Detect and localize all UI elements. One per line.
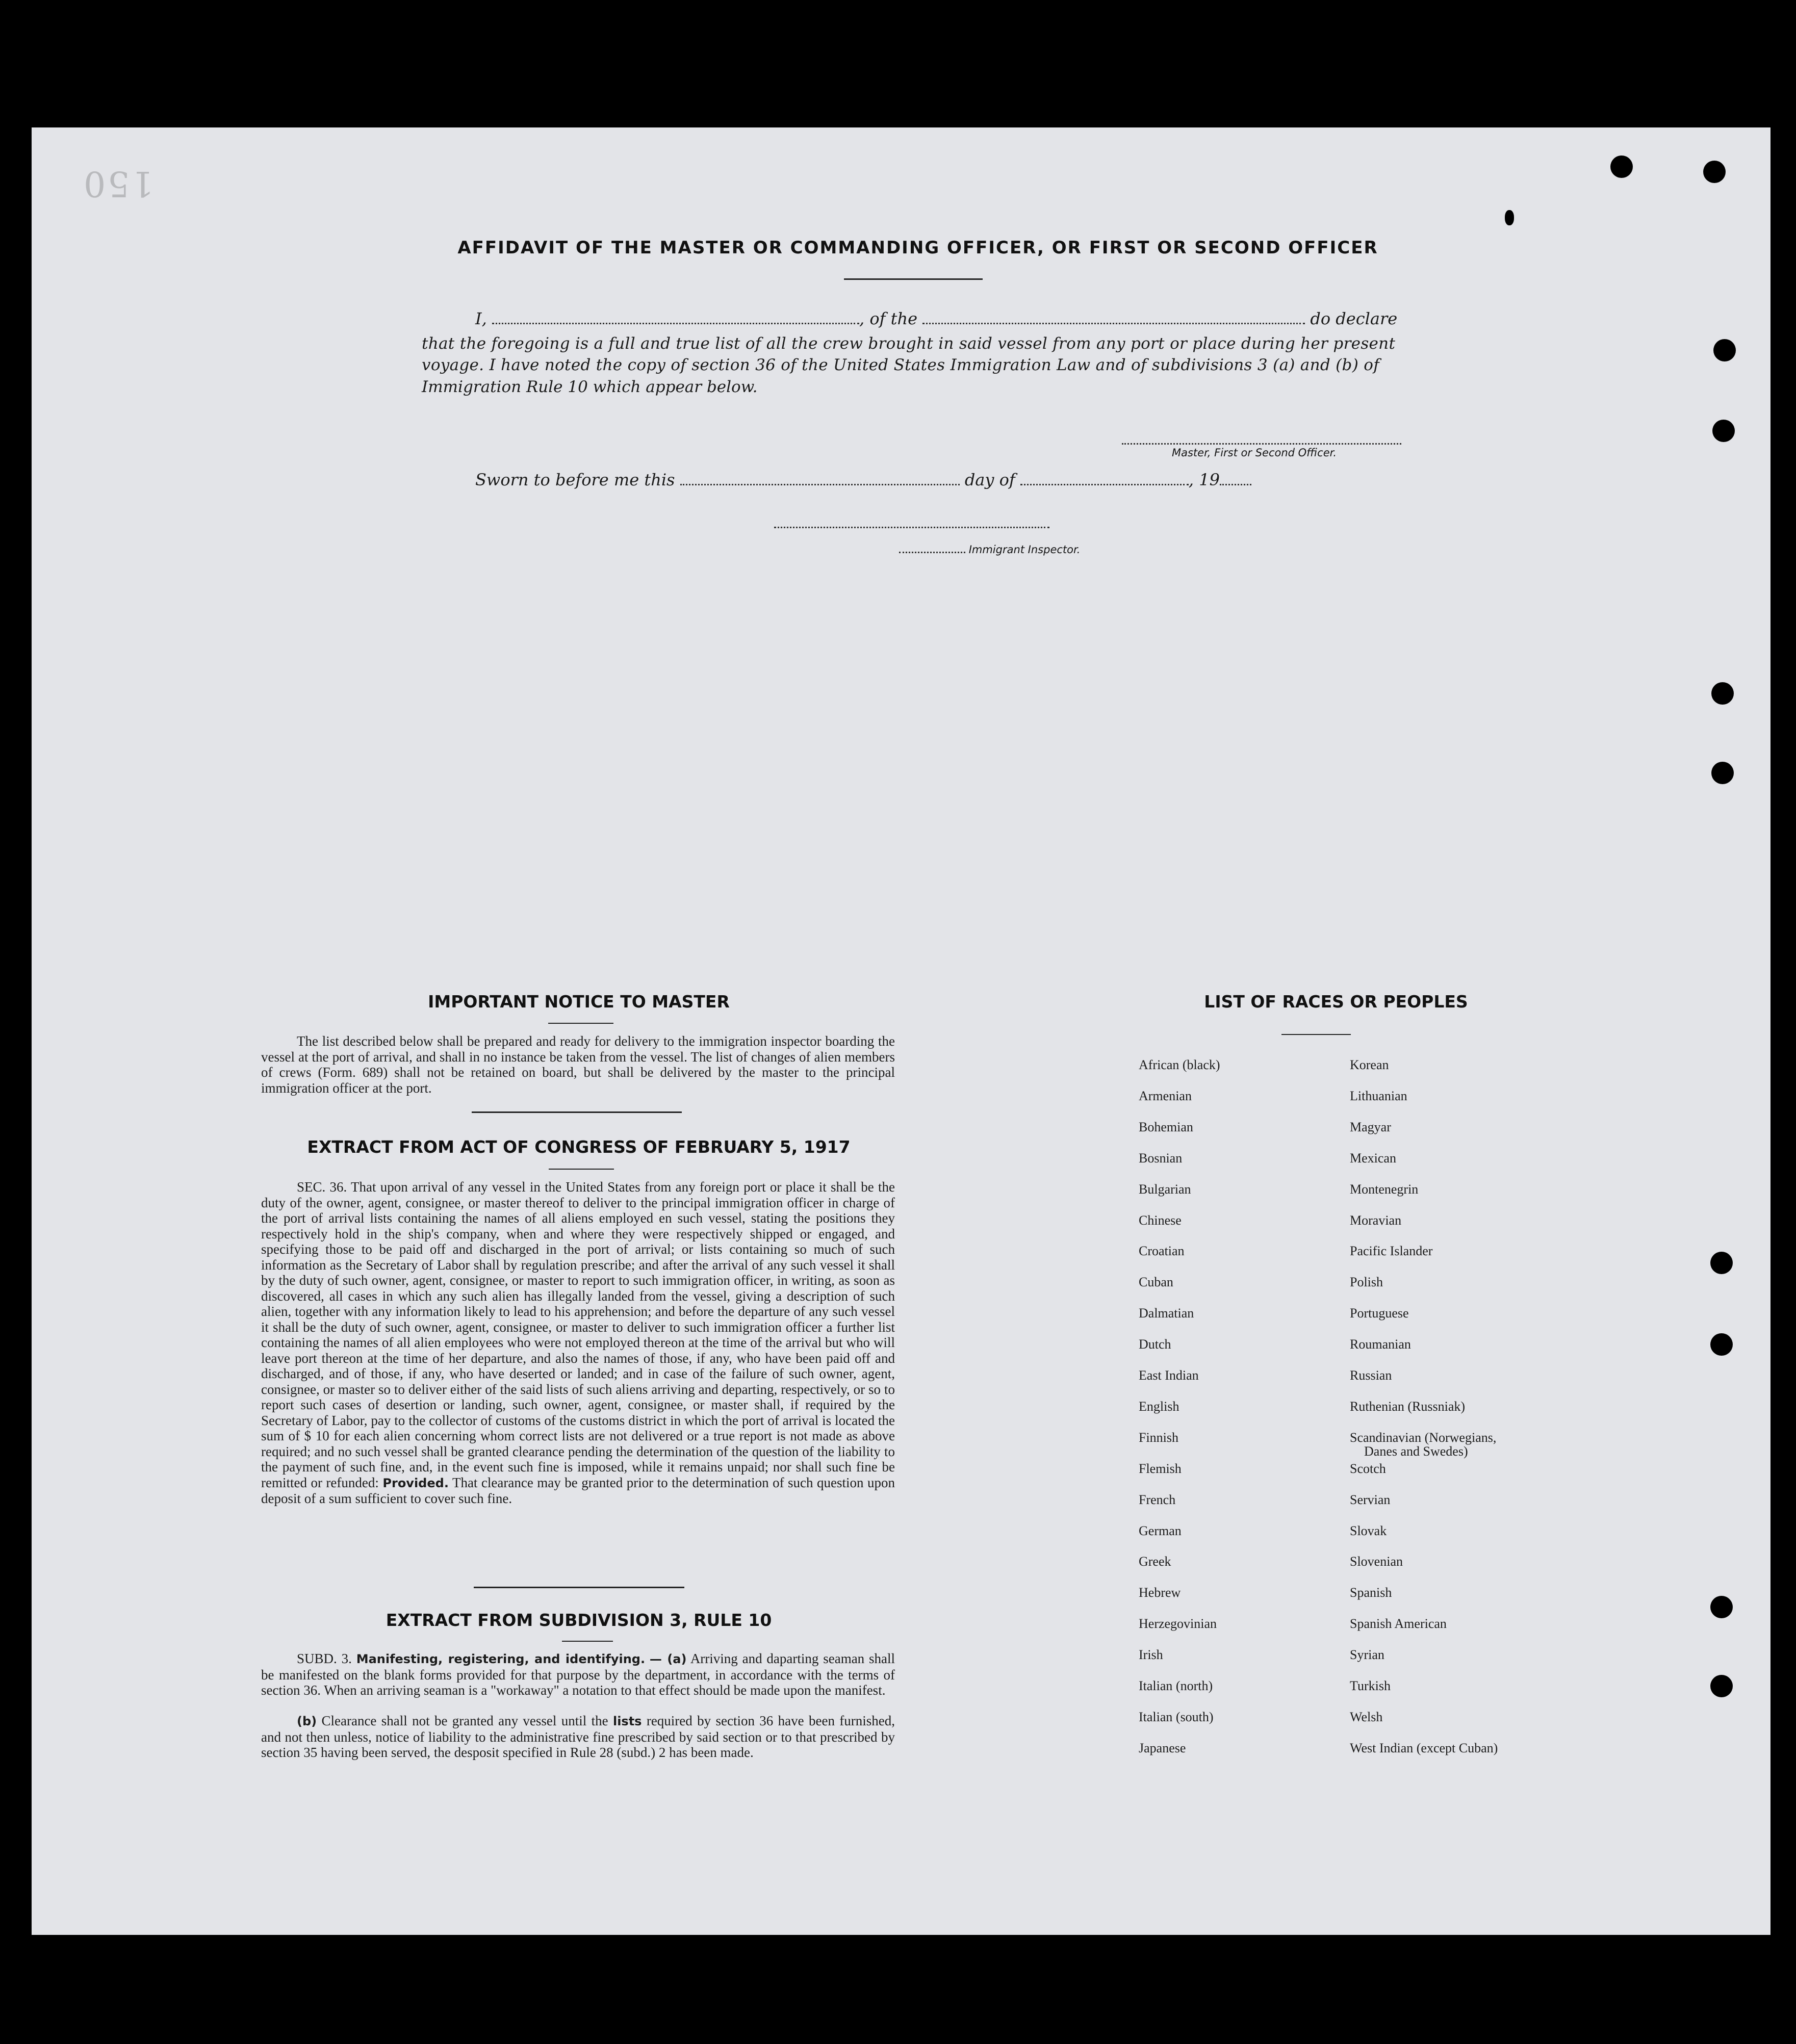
- b-text-2: required by section 36 have been furnished, and not then unless, notice of liability to the administrative fine prescribed by said section or to that prescribed by section 35 having been served, the desposit specified in Rule 28 (subd.) 2 has been made.: [261, 1713, 895, 1760]
- extract-act-title: EXTRACT FROM ACT OF CONGRESS OF FEBRUARY 5, 1917: [307, 1137, 851, 1157]
- affidavit-line-2: that the foregoing is a full and true list of all the crew brought in said vessel from any port or place during her present: [422, 334, 1396, 353]
- punch-hole: [1713, 339, 1736, 361]
- punch-hole: [1710, 1333, 1733, 1356]
- race-item: Pacific Islander: [1350, 1244, 1433, 1259]
- sworn-day-blank: [680, 483, 960, 485]
- b-label: (b): [297, 1714, 317, 1728]
- race-item: Greek: [1139, 1554, 1171, 1569]
- section-36-end: That clearance may be granted prior to the determination of such question upon deposit of a sum sufficient to cover such fine.: [261, 1474, 895, 1506]
- punch-hole: [1711, 762, 1734, 784]
- inspector-blank: [899, 551, 965, 553]
- a-label: — (a): [649, 1652, 687, 1666]
- race-item: Danes and Swedes): [1364, 1443, 1468, 1459]
- affidavit-title: AFFIDAVIT OF THE MASTER OR COMMANDING OFFICER, OR FIRST OR SECOND OFFICER: [457, 238, 1378, 258]
- race-item: Korean: [1350, 1057, 1389, 1072]
- extract-rule-text-a: [261, 1651, 895, 1698]
- race-item: Japanese: [1139, 1740, 1186, 1755]
- race-item: Moravian: [1350, 1212, 1402, 1228]
- affidavit-line-4: Immigration Rule 10 which appear below.: [422, 378, 758, 396]
- master-caption: Master, First or Second Officer.: [1172, 447, 1337, 459]
- notice-title: IMPORTANT NOTICE TO MASTER: [428, 992, 730, 1012]
- race-item: Polish: [1350, 1275, 1383, 1290]
- notice-text: The list described below shall be prepared and ready for delivery to the immigration inspector boarding the vessel at the port of arrival, and shall in no instance be taken from the vessel. The list of changes of alien members of crews (Form. 689) shall not be retained on board, but shall be delivered by the master to the principal immigration officer at the port.: [261, 1033, 895, 1096]
- affidavit-do-declare: do declare: [1310, 309, 1398, 328]
- punch-hole: [1505, 210, 1514, 225]
- race-item: East Indian: [1139, 1368, 1199, 1383]
- race-item: Lithuanian: [1350, 1088, 1407, 1103]
- sworn-label: Sworn to before me this: [475, 470, 675, 489]
- punch-hole: [1711, 682, 1734, 705]
- race-item: African (black): [1139, 1057, 1220, 1072]
- subd-label: SUBD. 3.: [297, 1651, 352, 1666]
- race-item: Irish: [1139, 1647, 1163, 1663]
- race-item: Turkish: [1350, 1678, 1391, 1693]
- divider: [1281, 1034, 1351, 1035]
- b-text-1: Clearance shall not be granted any vessel until the: [321, 1713, 608, 1728]
- rule-heading: Manifesting, registering, and identifying.: [356, 1652, 646, 1666]
- punch-hole: [1710, 1675, 1733, 1697]
- race-item: Spanish: [1350, 1585, 1392, 1600]
- race-item: Croatian: [1139, 1244, 1185, 1259]
- race-item: Spanish American: [1350, 1616, 1447, 1632]
- race-item: German: [1139, 1523, 1182, 1538]
- race-item: Portuguese: [1350, 1306, 1409, 1321]
- race-item: Herzegovinian: [1139, 1616, 1217, 1632]
- divider: [562, 1641, 613, 1642]
- year-blank: [1220, 483, 1251, 485]
- punch-hole: [1610, 156, 1633, 178]
- affidavit-of-the: , of the: [859, 309, 918, 328]
- race-item: Russian: [1350, 1368, 1392, 1383]
- race-item: French: [1139, 1492, 1176, 1507]
- race-item: Syrian: [1350, 1647, 1384, 1663]
- b-lists: lists: [612, 1714, 642, 1728]
- sworn-line: [475, 470, 1251, 489]
- race-item: Finnish: [1139, 1430, 1179, 1445]
- race-item: Scotch: [1350, 1461, 1386, 1476]
- divider: [549, 1169, 614, 1170]
- race-item: Armenian: [1139, 1088, 1192, 1103]
- inspector-caption: Immigrant Inspector.: [968, 544, 1081, 556]
- race-item: Slovenian: [1350, 1554, 1403, 1569]
- race-item: Welsh: [1350, 1709, 1383, 1724]
- races-title: LIST OF RACES OR PEOPLES: [1204, 992, 1468, 1012]
- race-item: Cuban: [1139, 1275, 1173, 1290]
- race-item: Slovak: [1350, 1523, 1387, 1538]
- divider: [474, 1587, 684, 1588]
- affidavit-line-3: voyage. I have noted the copy of section 36 of the United States Immigration Law and of subdivisions 3 (a) and (b) of: [422, 356, 1379, 374]
- race-item: West Indian (except Cuban): [1350, 1740, 1498, 1755]
- race-item: Flemish: [1139, 1461, 1182, 1476]
- extract-act-text: [261, 1179, 895, 1507]
- race-item: Roumanian: [1350, 1337, 1411, 1352]
- race-item: Ruthenian (Russniak): [1350, 1399, 1466, 1414]
- race-item: Bosnian: [1139, 1150, 1183, 1166]
- punch-hole: [1710, 1596, 1733, 1618]
- name-blank: [492, 322, 859, 324]
- inspector-caption-line: [899, 544, 1080, 556]
- faint-page-number: 150: [82, 163, 154, 203]
- race-item: Scandinavian (Norwegians,: [1350, 1430, 1497, 1445]
- divider: [472, 1111, 682, 1113]
- race-item: Italian (south): [1139, 1709, 1214, 1724]
- extract-rule-title: EXTRACT FROM SUBDIVISION 3, RULE 10: [386, 1610, 772, 1630]
- punch-hole: [1712, 420, 1735, 442]
- year-prefix: , 19: [1188, 470, 1220, 489]
- divider: [844, 278, 983, 280]
- race-item: Hebrew: [1139, 1585, 1181, 1600]
- race-item: Italian (north): [1139, 1678, 1213, 1693]
- punch-hole: [1703, 161, 1726, 183]
- race-item: English: [1139, 1399, 1179, 1414]
- race-item: Bohemian: [1139, 1119, 1193, 1134]
- a-text: Arriving and daparting seaman shall be manifested on the blank forms provided for that purpose by the department, in accordance with the terms of section 36. When an arriving seaman is a "workaway" a notation to that effect should be made upon the manifest.: [261, 1651, 895, 1698]
- race-item: Dutch: [1139, 1337, 1171, 1352]
- affidavit-i: I,: [475, 309, 487, 328]
- inspector-signature-blank: [774, 526, 1049, 528]
- day-of-label: day of: [964, 470, 1015, 489]
- race-item: Mexican: [1350, 1150, 1396, 1166]
- affidavit-line-1: [475, 309, 1397, 328]
- race-item: Montenegrin: [1350, 1181, 1419, 1197]
- extract-rule-text-b: [261, 1713, 895, 1761]
- sworn-month-blank: [1020, 483, 1189, 485]
- provided-label: Provided.: [382, 1476, 449, 1490]
- master-signature-blank: [1122, 443, 1401, 445]
- race-item: Chinese: [1139, 1212, 1182, 1228]
- vessel-blank: [922, 322, 1305, 324]
- divider: [548, 1023, 613, 1024]
- race-item: Bulgarian: [1139, 1181, 1191, 1197]
- race-item: Magyar: [1350, 1119, 1391, 1134]
- race-item: Dalmatian: [1139, 1306, 1194, 1321]
- race-item: Servian: [1350, 1492, 1391, 1507]
- section-36-text: SEC. 36. That upon arrival of any vessel in the United States from any foreign port or place it shall be the duty of the owner, agent, consignee, or master thereof to deliver to the principal immigration officer in charge of the port of arrival lists containing the names of all aliens employed en such vessel, stating the positions they respectively hold in the ship's company, when and where they were respectively shipped or engaged, and specifying those to be paid off and discharged in the port of arrival; or lists containing so much of such information as the Secretary of Labor shall by regulation prescribe; and after the arrival of any such vessel it shall by the duty of such owner, agent, consignee, or master to report to such immigration officer, in writing, as soon as discovered, all cases in which any such alien has illegally landed from the vessel, giving a description of such alien, together with any information likely to lead to his apprehension; and before the departure of any such vessel it shall be the duty of such owner, agent, consignee, or master to deliver to such immigration officer a further list containing the names of all alien employees who were not employed thereon at the time of the arrival but who will leave port thereon at the time of her departure, and also the names of those, if any, who have been paid off and discharged, and of those, if any, who have deserted or landed; and in case of the failure of such owner, agent, consignee, or master so to deliver either of the said lists of such aliens arriving and departing, respectively, or so to report such cases of desertion or landing, such owner, agent, consignee, or master shall, if required by the Secretary of Labor, pay to the collector of customs of the customs district in which the port of arrival is located the sum of $ 10 for each alien concerning whom correct lists are not delivered or a true report is not made as above required; and no such vessel shall be granted clearance pending the determination of the question of the liability to the payment of such fine, and, in the event such fine is imposed, while it remains unpaid; nor shall such fine be remitted or refunded:: [261, 1179, 895, 1490]
- punch-hole: [1710, 1252, 1733, 1274]
